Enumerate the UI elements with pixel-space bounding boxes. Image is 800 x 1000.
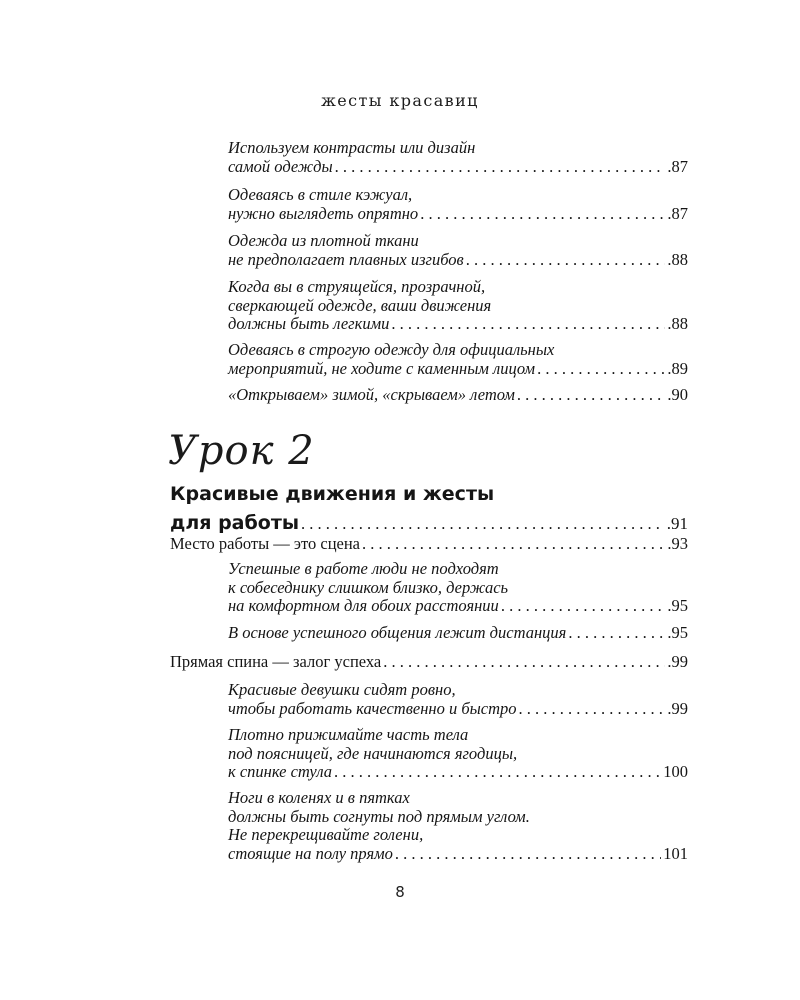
toc-entry-title: не предполагает плавных изгибов (228, 249, 464, 269)
toc-entry-title: «Открываем» зимой, «скрываем» летом (228, 385, 515, 404)
toc-page-number: .88 (667, 314, 688, 333)
toc-entry-title: нужно выглядеть опрятно (228, 203, 419, 223)
toc-entry-line: Ноги в коленях и в пятках (228, 788, 410, 807)
toc-entry (228, 232, 688, 269)
toc-page-number: .99 (667, 652, 688, 671)
toc-page-number: .91 (666, 514, 688, 533)
page-number: 8 (395, 883, 405, 901)
toc-entry (228, 386, 688, 405)
toc-entry-title: Место работы — это сцена (170, 534, 361, 553)
toc-entry-line: Используем контрасты или дизайн (228, 138, 476, 157)
dot-leader (383, 653, 665, 672)
toc-entry-line: к собеседнику слишком близко, держась (228, 577, 509, 597)
dot-leader (537, 360, 665, 379)
toc-page-number: .89 (667, 358, 688, 378)
dot-leader (335, 158, 666, 177)
toc-entry-line: Плотно прижимайте часть тела (228, 725, 469, 744)
toc-entry-title: чтобы работать качественно и быстро (228, 698, 517, 718)
toc-entry-line: Не перекрещивайте голени, (228, 825, 424, 844)
toc-entry (228, 560, 688, 616)
toc-entry (228, 186, 688, 223)
toc-entry-line: Красивые девушки сидят ровно, (228, 680, 456, 699)
toc-entry-line: Когда вы в струящейся, прозрачной, (228, 277, 486, 296)
dot-leader (501, 597, 666, 616)
chapter-title-line: Красивые движения и жесты (170, 483, 495, 505)
toc-entry-title: на комфортном для обоих расстоянии (228, 596, 499, 615)
toc-entry-title: к спинке стула (228, 762, 332, 781)
toc-page-number: .95 (667, 623, 688, 642)
toc-entry (228, 341, 688, 378)
toc-entry-title: Прямая спина — залог успеха (170, 652, 382, 671)
chapter-entry (170, 480, 688, 538)
toc-entry-line: Одежда из плотной ткани (228, 231, 419, 250)
toc-entry-line: Одеваясь в стиле кэжуал, (228, 185, 413, 204)
toc-page-number: .88 (667, 249, 688, 269)
toc-page-number: .87 (667, 203, 688, 223)
dot-leader (517, 386, 665, 405)
toc-entry-title: самой одежды (228, 156, 333, 176)
running-head: жесты красавиц (321, 91, 479, 110)
dot-leader (420, 205, 665, 224)
dot-leader (391, 315, 665, 334)
toc-entry-title: должны быть легкими (228, 314, 390, 333)
toc-entry-line: сверкающей одежде, ваши движения (228, 295, 492, 315)
toc-entry (228, 681, 688, 718)
toc-entry (228, 789, 688, 863)
dot-leader (362, 535, 665, 554)
toc-entry-title: В основе успешного общения лежит дистанция (228, 623, 567, 642)
toc-entry-title: мероприятий, не ходите с каменным лицом (228, 358, 536, 378)
toc-entry-line: Одеваясь в строгую одежду для официальных (228, 340, 555, 359)
toc-page-number: 101 (663, 843, 688, 863)
toc-page-number: 100 (663, 762, 688, 781)
toc-entry (228, 726, 688, 782)
toc-entry (170, 535, 688, 554)
toc-entry (170, 653, 688, 672)
toc-entry-line: Успешные в работе люди не подходят (228, 559, 499, 578)
lesson-title: Урок 2 (168, 428, 315, 474)
toc-entry-title: стоящие на полу прямо (228, 843, 393, 863)
dot-leader (395, 845, 661, 864)
dot-leader (466, 251, 666, 270)
toc-page-number: .95 (667, 596, 688, 615)
dot-leader (568, 624, 665, 643)
toc-entry (228, 278, 688, 334)
chapter-title-last: для работы (170, 512, 300, 534)
toc-page-number: .87 (667, 156, 688, 176)
toc-page-number: .99 (667, 698, 688, 718)
dot-leader (519, 700, 666, 719)
toc-entry (228, 139, 688, 176)
toc-entry-line: под поясницей, где начинаются ягодицы, (228, 743, 518, 763)
toc-entry (228, 624, 688, 643)
toc-page-number: .93 (667, 534, 688, 553)
toc-page-number: .90 (667, 385, 688, 404)
dot-leader (334, 763, 661, 782)
toc-entry-line: должны быть согнуты под прямым углом. (228, 806, 530, 826)
